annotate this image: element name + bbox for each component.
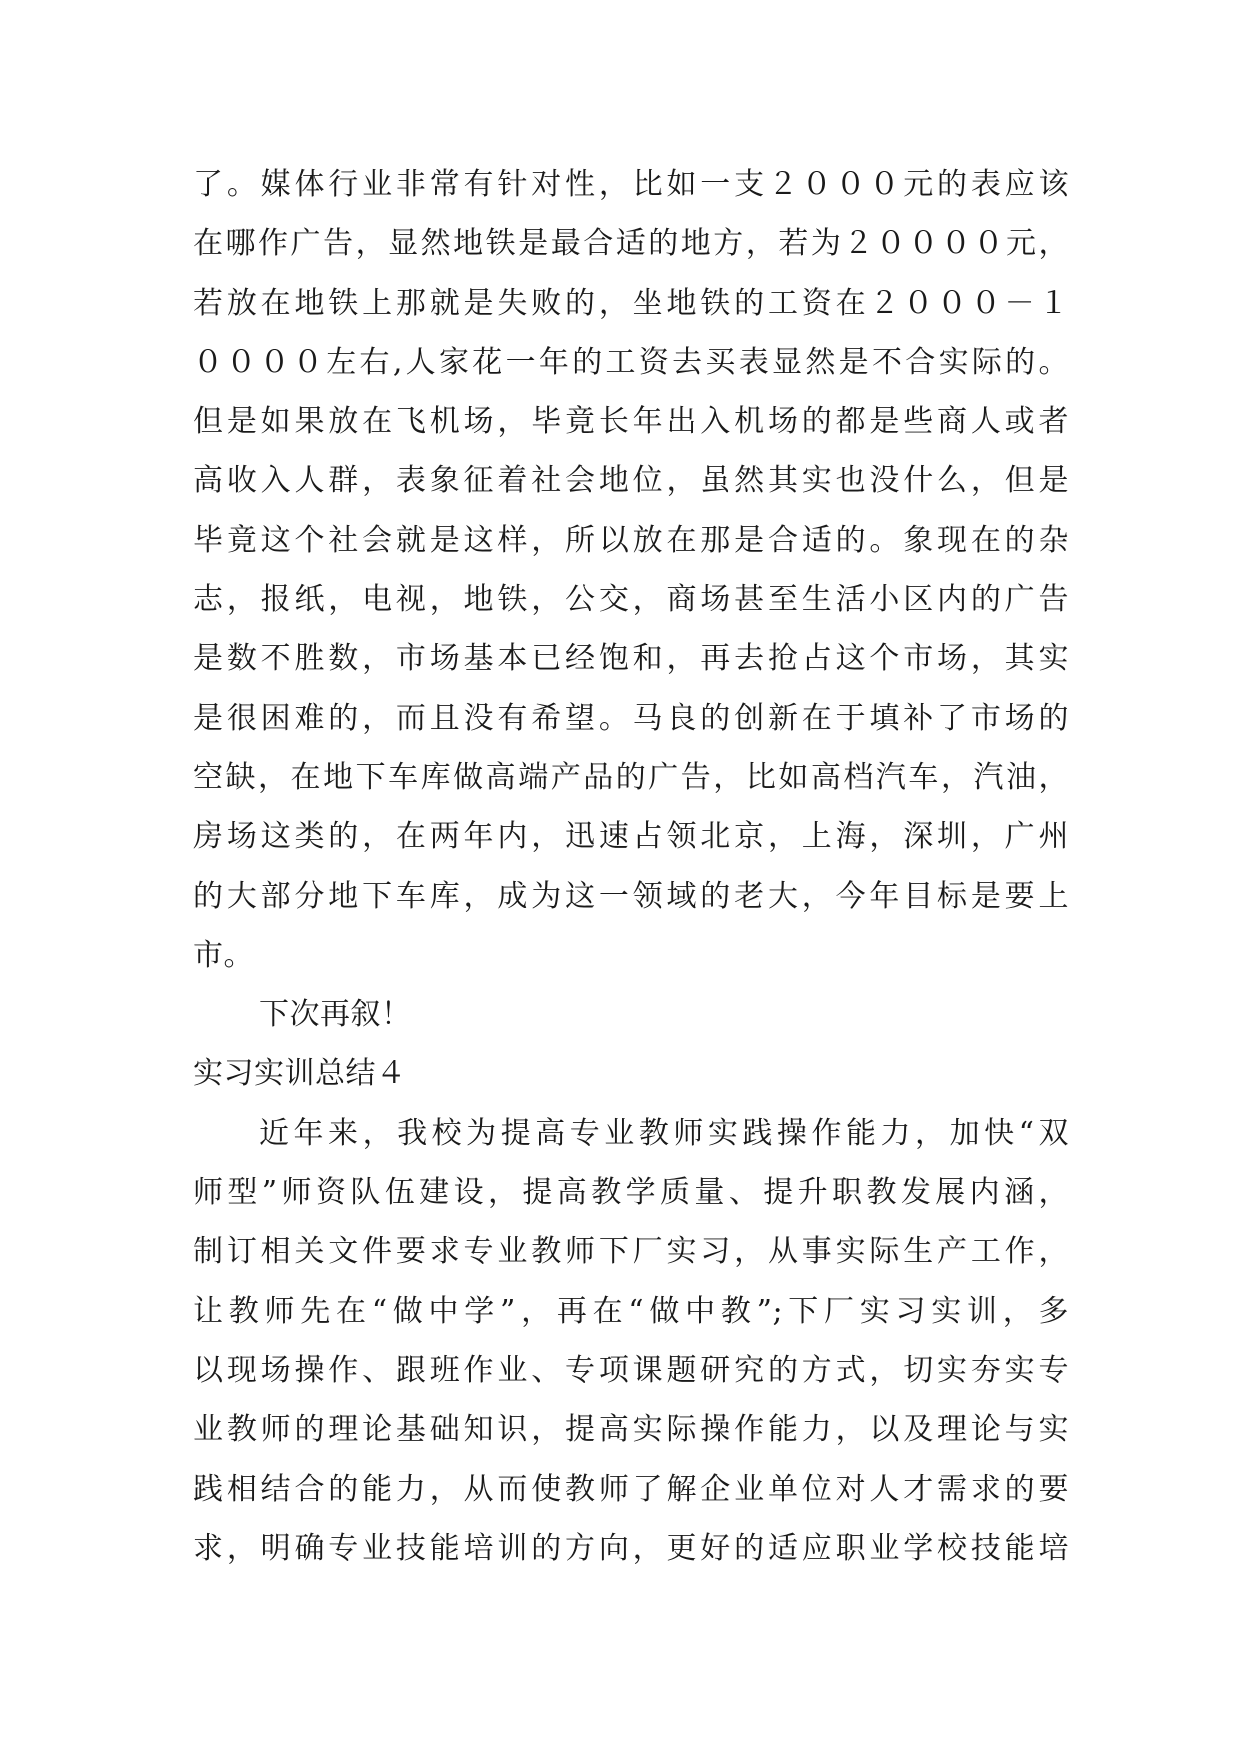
section-title: 实习实训总结４ <box>193 1056 407 1092</box>
text-line: 践相结合的能力，从而使教师了解企业单位对人才需求的要 <box>193 1471 1069 1507</box>
text-line: 了。媒体行业非常有针对性，比如一支２０００元的表应该 <box>193 167 1069 202</box>
paragraph-teacher-training <box>193 1104 1069 1578</box>
text-line: 的大部分地下车库，成为这一领域的老大，今年目标是要上 <box>193 878 1069 914</box>
text-line: 让教师先在“做中学”，再在“做中教”;下厂实习实训，多 <box>193 1293 1069 1329</box>
text-line: 求，明确专业技能培训的方向，更好的适应职业学校技能培 <box>193 1530 1069 1566</box>
text-line: 但是如果放在飞机场，毕竟长年出入机场的都是些商人或者 <box>193 404 1069 440</box>
text-line: 近年来，我校为提高专业教师实践操作能力，加快“双 <box>259 1115 1069 1151</box>
text-line: 业教师的理论基础知识，提高实际操作能力，以及理论与实 <box>193 1412 1069 1448</box>
text-line: 房场这类的，在两年内，迅速占领北京，上海，深圳，广州 <box>193 819 1069 855</box>
paragraph-media-industry <box>193 155 1069 985</box>
text-line: 是很困难的，而且没有希望。马良的创新在于填补了市场的 <box>193 700 1069 736</box>
text-line: 高收入人群，表象征着社会地位，虽然其实也没什么，但是 <box>193 463 1069 499</box>
text-line: 在哪作广告，显然地铁是最合适的地方，若为２００００元， <box>193 226 1069 262</box>
text-line: 师型”师资队伍建设，提高教学质量、提升职教发展内涵， <box>193 1175 1069 1211</box>
text-line: 空缺，在地下车库做高端产品的广告，比如高档汽车，汽油， <box>193 759 1069 795</box>
text-line: 若放在地铁上那就是失败的，坐地铁的工资在２０００－１ <box>193 285 1069 321</box>
text-line: 志，报纸，电视，地铁，公交，商场甚至生活小区内的广告 <box>193 582 1069 618</box>
closing-line: 下次再叙！ <box>259 997 412 1033</box>
text-line: 市。 <box>193 937 254 973</box>
text-line: 以现场操作、跟班作业、专项课题研究的方式，切实夯实专 <box>193 1352 1069 1388</box>
text-line: 制订相关文件要求专业教师下厂实习，从事实际生产工作， <box>193 1234 1069 1270</box>
text-line: 毕竟这个社会就是这样，所以放在那是合适的。象现在的杂 <box>193 522 1069 558</box>
text-line: ００００左右,人家花一年的工资去买表显然是不合实际的。 <box>193 344 1069 380</box>
document-body <box>193 155 1069 1578</box>
text-line: 是数不胜数，市场基本已经饱和，再去抢占这个市场，其实 <box>193 641 1069 677</box>
